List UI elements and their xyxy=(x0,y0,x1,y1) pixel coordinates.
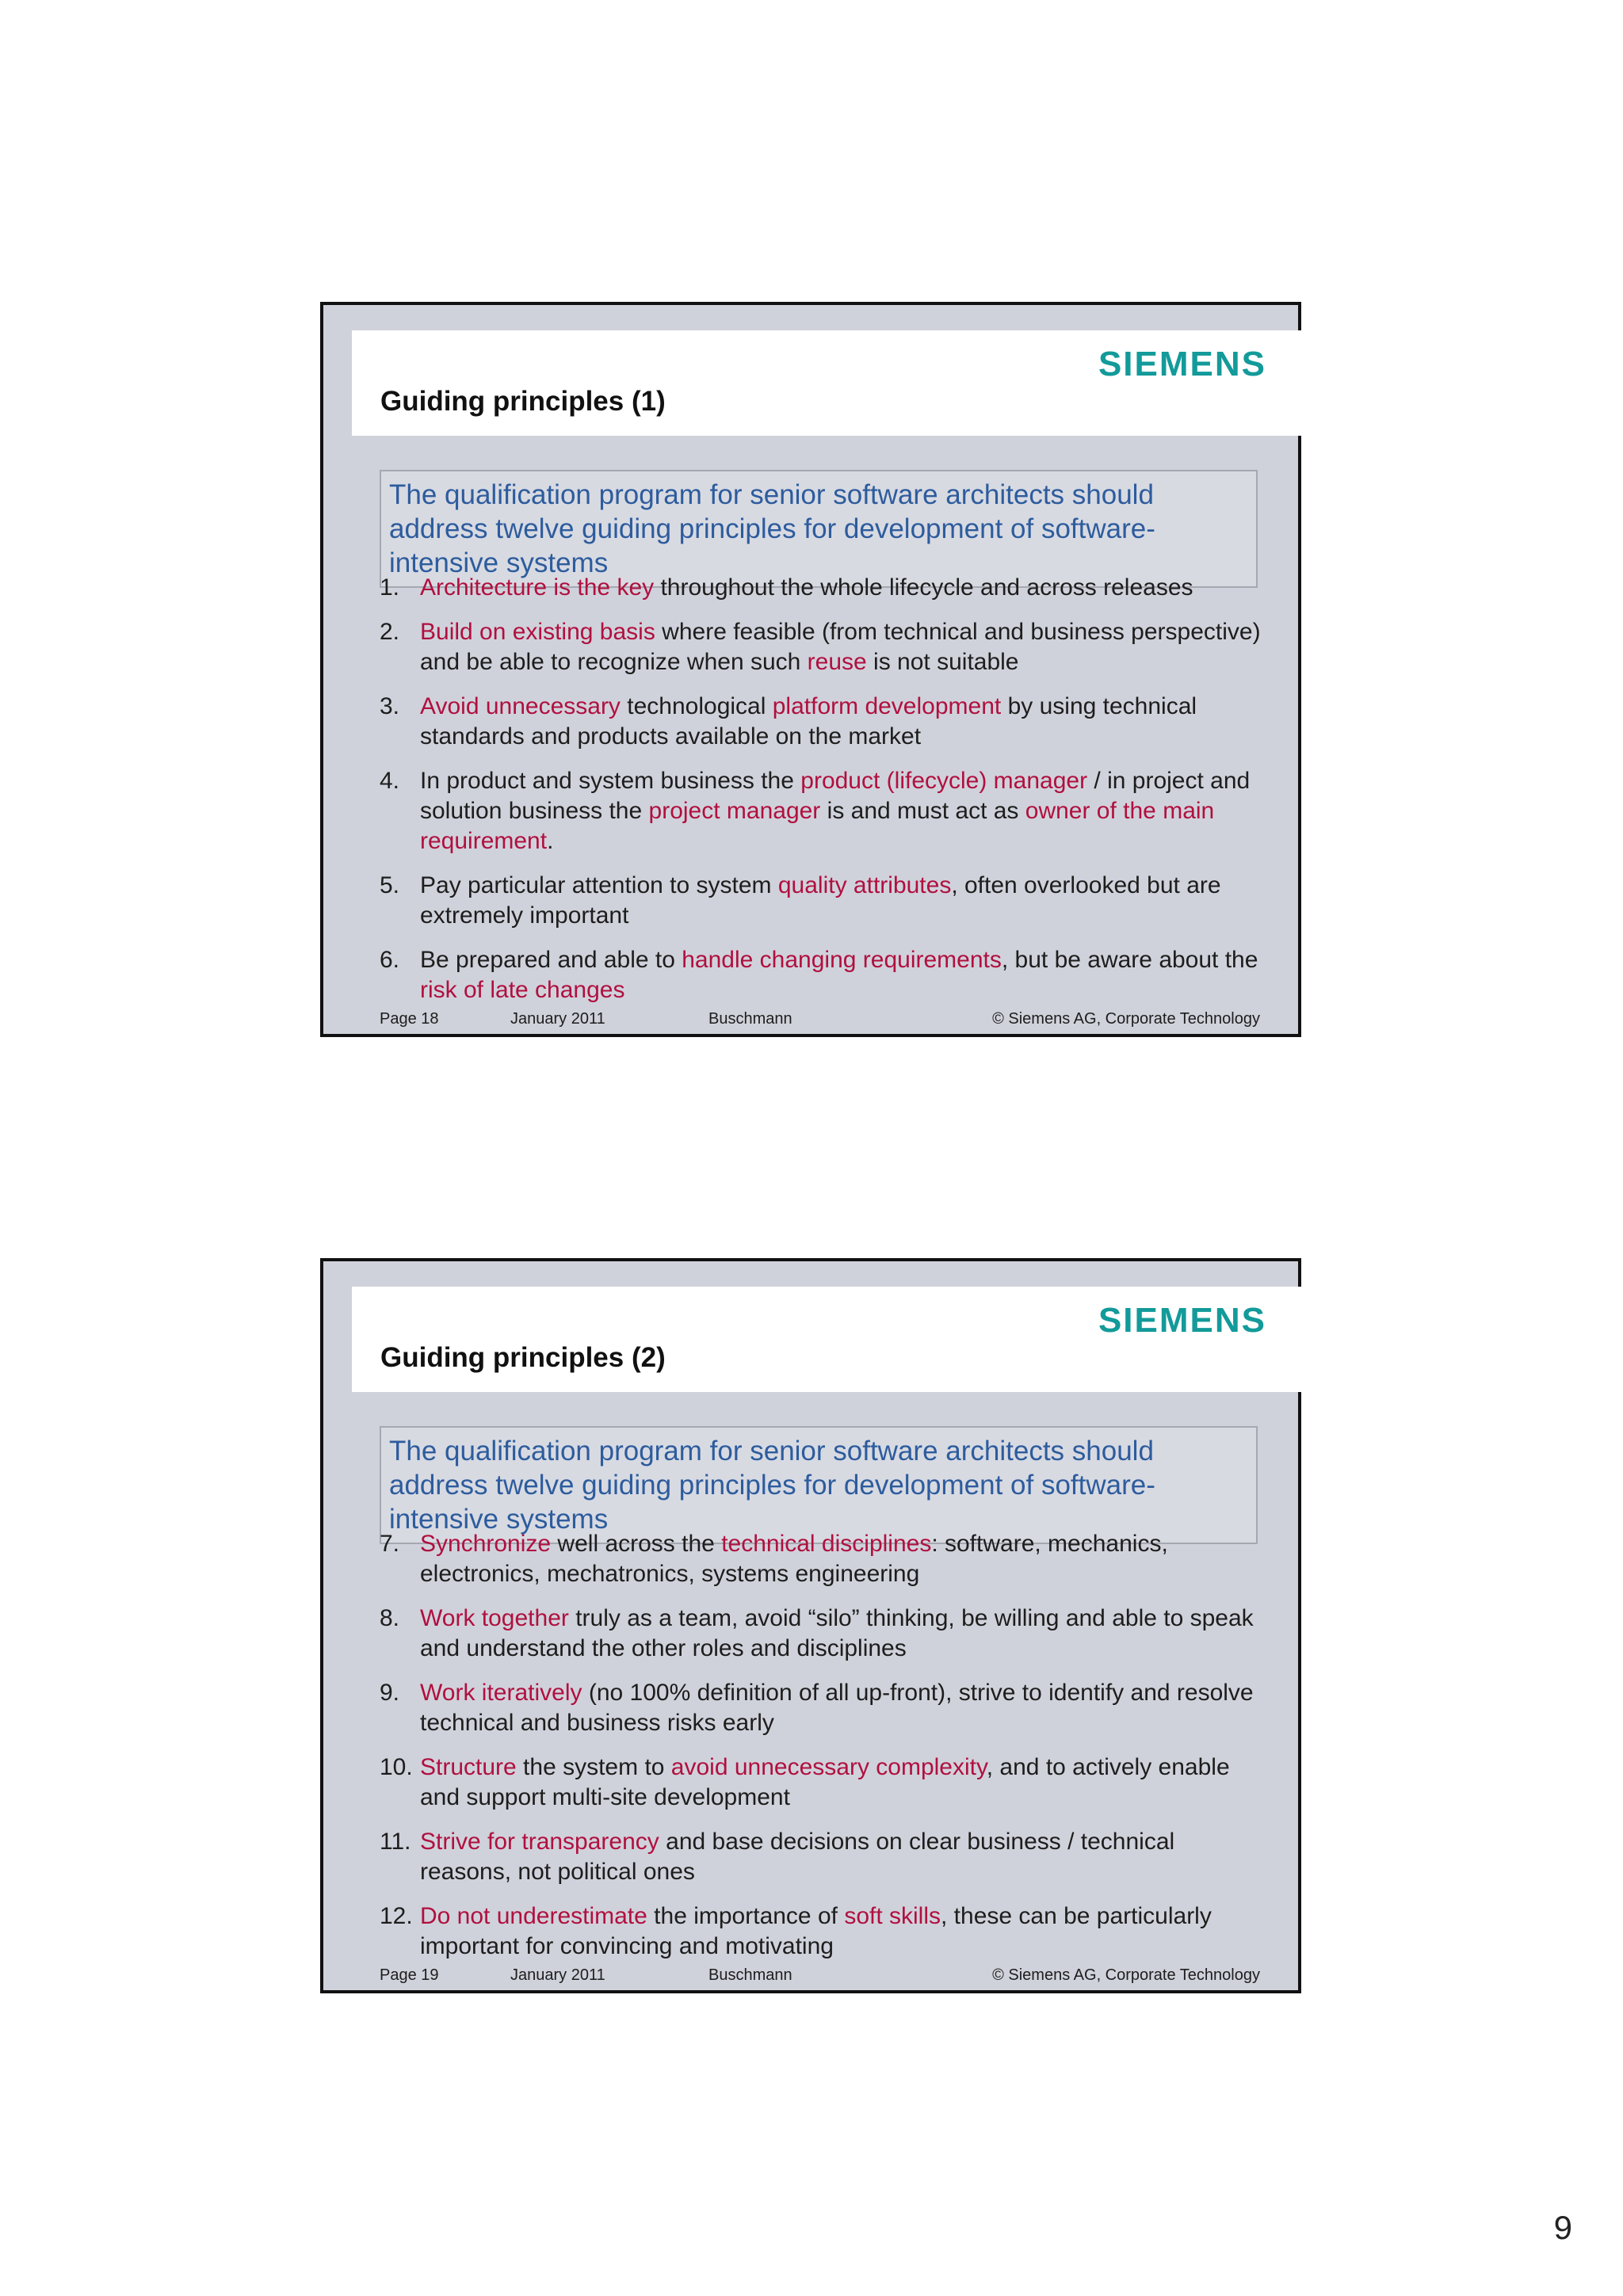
item-text: , these can be particularly important for convincing and motivating xyxy=(420,1903,1212,1959)
highlighted-text: Build on existing basis xyxy=(420,619,655,645)
item-text: . xyxy=(547,828,554,854)
footer-author: Buschmann xyxy=(708,1966,792,1984)
slide-title: Guiding principles (2) xyxy=(380,1342,666,1373)
item-text: the system to xyxy=(516,1754,671,1780)
principle-item xyxy=(380,1529,1267,1589)
item-number: 3. xyxy=(380,693,400,719)
item-number: 8. xyxy=(380,1605,400,1631)
item-text: Pay particular attention to system xyxy=(420,872,778,898)
principle-item xyxy=(380,945,1267,1005)
footer-date: January 2011 xyxy=(510,1966,605,1984)
footer-date: January 2011 xyxy=(510,1010,605,1028)
item-text: truly as a team, avoid “silo” thinking, be willing and able to speak and understand the other roles and disciplines xyxy=(420,1605,1254,1661)
slide-page-18 xyxy=(320,302,1301,1037)
item-text: where feasible (from technical and business perspective) and be able to recognize when such xyxy=(420,619,1261,675)
item-text: , but be aware about the xyxy=(1001,947,1258,973)
slide-header xyxy=(352,330,1304,436)
item-text: , often overlooked but are extremely important xyxy=(420,872,1221,929)
item-text: (no 100% definition of all up-front), strive to identify and resolve technical and business risks early xyxy=(420,1680,1254,1736)
item-text: technological xyxy=(620,693,773,719)
principle-item xyxy=(380,1827,1267,1887)
item-text: is not suitable xyxy=(866,649,1019,675)
highlighted-text: Do not underestimate xyxy=(420,1903,647,1929)
principle-item xyxy=(380,617,1267,677)
highlighted-text: Architecture is the key xyxy=(420,574,655,601)
principles-list xyxy=(380,573,1267,1020)
principle-item xyxy=(380,766,1267,856)
highlighted-text: reuse xyxy=(807,649,867,675)
item-text: the importance of xyxy=(647,1903,845,1929)
highlighted-text: soft skills xyxy=(844,1903,941,1929)
highlighted-text: Strive for transparency xyxy=(420,1829,659,1855)
principle-item xyxy=(380,1604,1267,1664)
slide-footer xyxy=(380,1010,1260,1029)
principles-list xyxy=(380,1529,1267,1976)
intro-box: The qualification program for senior software architects should address twelve guiding principles for development of software-intensive systems xyxy=(380,470,1258,588)
item-text: throughout the whole lifecycle and across releases xyxy=(654,574,1193,601)
item-number: 1. xyxy=(380,574,400,601)
item-number: 7. xyxy=(380,1531,400,1557)
item-text: and base decisions on clear business / technical reasons, not political ones xyxy=(420,1829,1175,1885)
highlighted-text: Structure xyxy=(420,1754,517,1780)
highlighted-text: Avoid unnecessary xyxy=(420,693,621,719)
item-number: 5. xyxy=(380,872,400,898)
item-text: , and to actively enable and support multi-site development xyxy=(420,1754,1230,1810)
highlighted-text: owner of the main requirement xyxy=(420,798,1215,854)
highlighted-text: product (lifecycle) manager xyxy=(800,768,1088,794)
item-text: : software, mechanics, electronics, mechatronics, systems engineering xyxy=(420,1531,1168,1587)
principle-item xyxy=(380,1753,1267,1813)
item-text: is and must act as xyxy=(820,798,1025,824)
footer-copyright: © Siemens AG, Corporate Technology xyxy=(992,1966,1260,1984)
highlighted-text: Work iteratively xyxy=(420,1680,582,1706)
intro-box: The qualification program for senior software architects should address twelve guiding principles for development of software-intensive systems xyxy=(380,1426,1258,1544)
footer-page: Page 18 xyxy=(380,1010,439,1028)
item-number: 9. xyxy=(380,1680,400,1706)
highlighted-text: Synchronize xyxy=(420,1531,552,1557)
item-text: well across the xyxy=(551,1531,722,1557)
item-text: Be prepared and able to xyxy=(420,947,682,973)
highlighted-text: risk of late changes xyxy=(420,977,625,1003)
footer-author: Buschmann xyxy=(708,1010,792,1028)
principle-item xyxy=(380,573,1267,603)
item-text: by using technical standards and products available on the market xyxy=(420,693,1197,749)
principle-item xyxy=(380,871,1267,931)
principle-item xyxy=(380,692,1267,752)
item-text: In product and system business the xyxy=(420,768,801,794)
siemens-logo: SIEMENS xyxy=(1098,345,1266,383)
principle-item xyxy=(380,1678,1267,1738)
highlighted-text: project manager xyxy=(648,798,821,824)
highlighted-text: Work together xyxy=(420,1605,569,1631)
item-number: 6. xyxy=(380,947,400,973)
slide-footer xyxy=(380,1966,1260,1985)
highlighted-text: technical disciplines xyxy=(721,1531,932,1557)
item-number: 12. xyxy=(380,1903,413,1929)
slide-page-19 xyxy=(320,1258,1301,1993)
highlighted-text: quality attributes xyxy=(777,872,952,898)
footer-copyright: © Siemens AG, Corporate Technology xyxy=(992,1010,1260,1028)
item-number: 2. xyxy=(380,619,400,645)
footer-page: Page 19 xyxy=(380,1966,439,1984)
slide-header xyxy=(352,1287,1304,1392)
highlighted-text: handle changing requirements xyxy=(682,947,1002,973)
page-number: 9 xyxy=(1553,2209,1572,2246)
item-text: / in project and solution business the xyxy=(420,768,1251,824)
principle-item xyxy=(380,1901,1267,1962)
siemens-logo: SIEMENS xyxy=(1098,1301,1266,1340)
highlighted-text: avoid unnecessary complexity xyxy=(670,1754,987,1780)
highlighted-text: platform development xyxy=(772,693,1002,719)
slide-title: Guiding principles (1) xyxy=(380,386,666,417)
item-number: 4. xyxy=(380,768,400,794)
item-number: 10. xyxy=(380,1754,413,1780)
item-number: 11. xyxy=(380,1829,411,1855)
